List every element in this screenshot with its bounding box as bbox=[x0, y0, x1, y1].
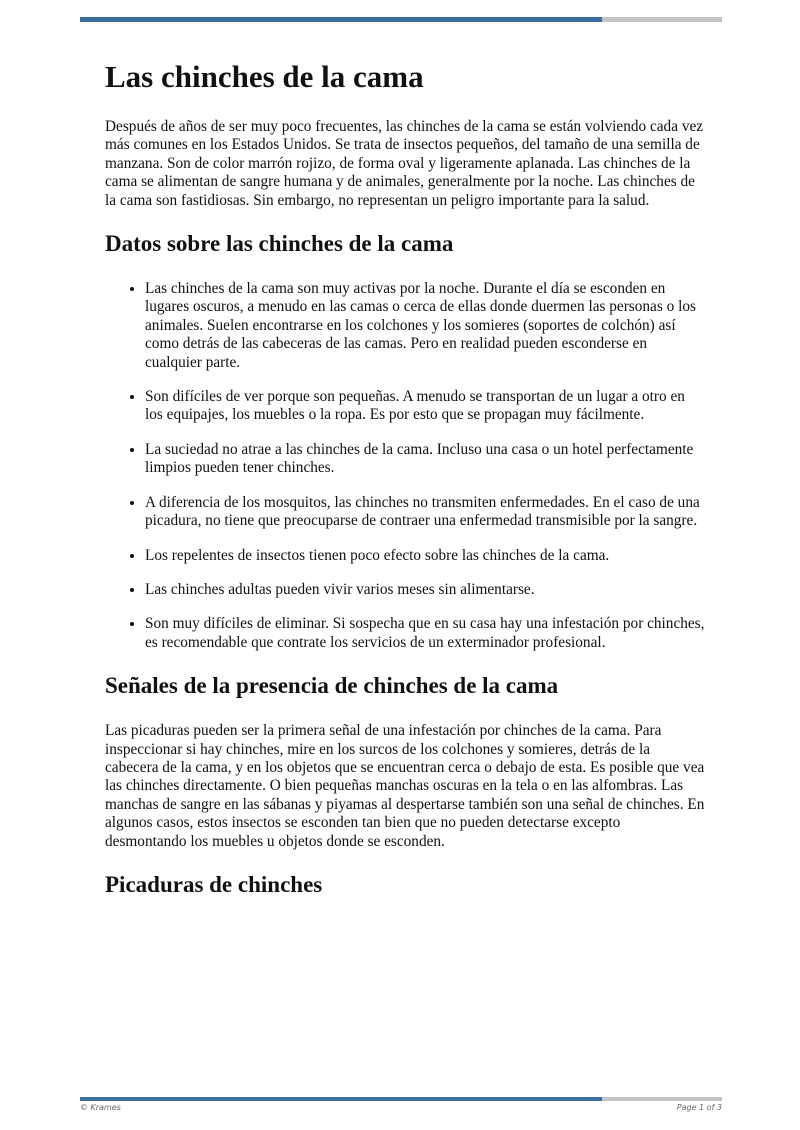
bottom-rule-gray bbox=[602, 1097, 722, 1101]
signs-paragraph: Las picaduras pueden ser la primera señal de una infestación por chinches de la cama. Para inspeccionar si hay chinches, mire en los surcos de los colchones y somieres, detrás de la cabecera de la cama, y en los objetos que se encuentran cerca o debajo de esta. Es posible que vea las chinches directamente. O bien pequeñas manchas oscuras en la tela o en las alfombras. Las manchas de sangre en las sábanas y piyamas al despertarse también son una señal de chinches. En algunos casos, estos insectos se esconden tan bien que no pueden detectarse excepto desmontando los muebles u objetos donde se esconden. bbox=[105, 722, 705, 850]
top-rule-accent bbox=[80, 17, 602, 22]
section-heading-bites: Picaduras de chinches bbox=[105, 871, 323, 897]
bottom-rule bbox=[80, 1097, 722, 1101]
bottom-rule-accent bbox=[80, 1097, 602, 1101]
list-item: • La suciedad no atrae a las chinches de la cama. Incluso una casa o un hotel perfectamente limpios pueden tener chinches. bbox=[145, 441, 705, 478]
section-heading-signs: Señales de la presencia de chinches de la cama bbox=[105, 673, 559, 699]
top-rule bbox=[80, 17, 722, 22]
document-body bbox=[105, 58, 705, 921]
list-item: • Son difíciles de ver porque son pequeñas. A menudo se transportan de un lugar a otro en los equipajes, los muebles o la ropa. Es por esto que se propagan muy fácilmente. bbox=[145, 388, 705, 425]
page-title: Las chinches de la cama bbox=[105, 59, 424, 94]
list-item: • Son muy difíciles de eliminar. Si sospecha que en su casa hay una infestación por chinches, es recomendable que contrate los servicios de un exterminador profesional. bbox=[145, 615, 705, 652]
list-item: • Las chinches adultas pueden vivir varios meses sin alimentarse. bbox=[145, 581, 705, 599]
section-heading-facts: Datos sobre las chinches de la cama bbox=[105, 231, 454, 257]
list-item: • Los repelentes de insectos tienen poco efecto sobre las chinches de la cama. bbox=[145, 547, 705, 565]
footer-copyright: © Krames bbox=[80, 1103, 121, 1112]
footer-page-number: Page 1 of 3 bbox=[676, 1103, 722, 1112]
facts-list bbox=[105, 280, 705, 652]
top-rule-gray bbox=[602, 17, 722, 22]
intro-paragraph: Después de años de ser muy poco frecuentes, las chinches de la cama se están volviendo cada vez más comunes en los Estados Unidos. Se trata de insectos pequeños, del tamaño de una semilla de manzana. Son de color marrón rojizo, de forma oval y ligeramente aplanada. Las chinches de la cama se alimentan de sangre humana y de animales, generalmente por la noche. Las chinches de la cama son fastidiosas. Sin embargo, no representan un peligro importante para la salud. bbox=[105, 118, 704, 209]
list-item: • Las chinches de la cama son muy activas por la noche. Durante el día se esconden en lugares oscuros, a menudo en las camas o cerca de ellas donde duermen las personas o los animales. Suelen encontrarse en los colchones y los somieres (soportes de colchón) así como detrás de las cabeceras de las camas. Pero en realidad pueden esconderse en cualquier parte. bbox=[145, 280, 705, 372]
list-item: • A diferencia de los mosquitos, las chinches no transmiten enfermedades. En el caso de una picadura, no tiene que preocuparse de contraer una enfermedad transmisible por la sangre. bbox=[145, 494, 705, 531]
